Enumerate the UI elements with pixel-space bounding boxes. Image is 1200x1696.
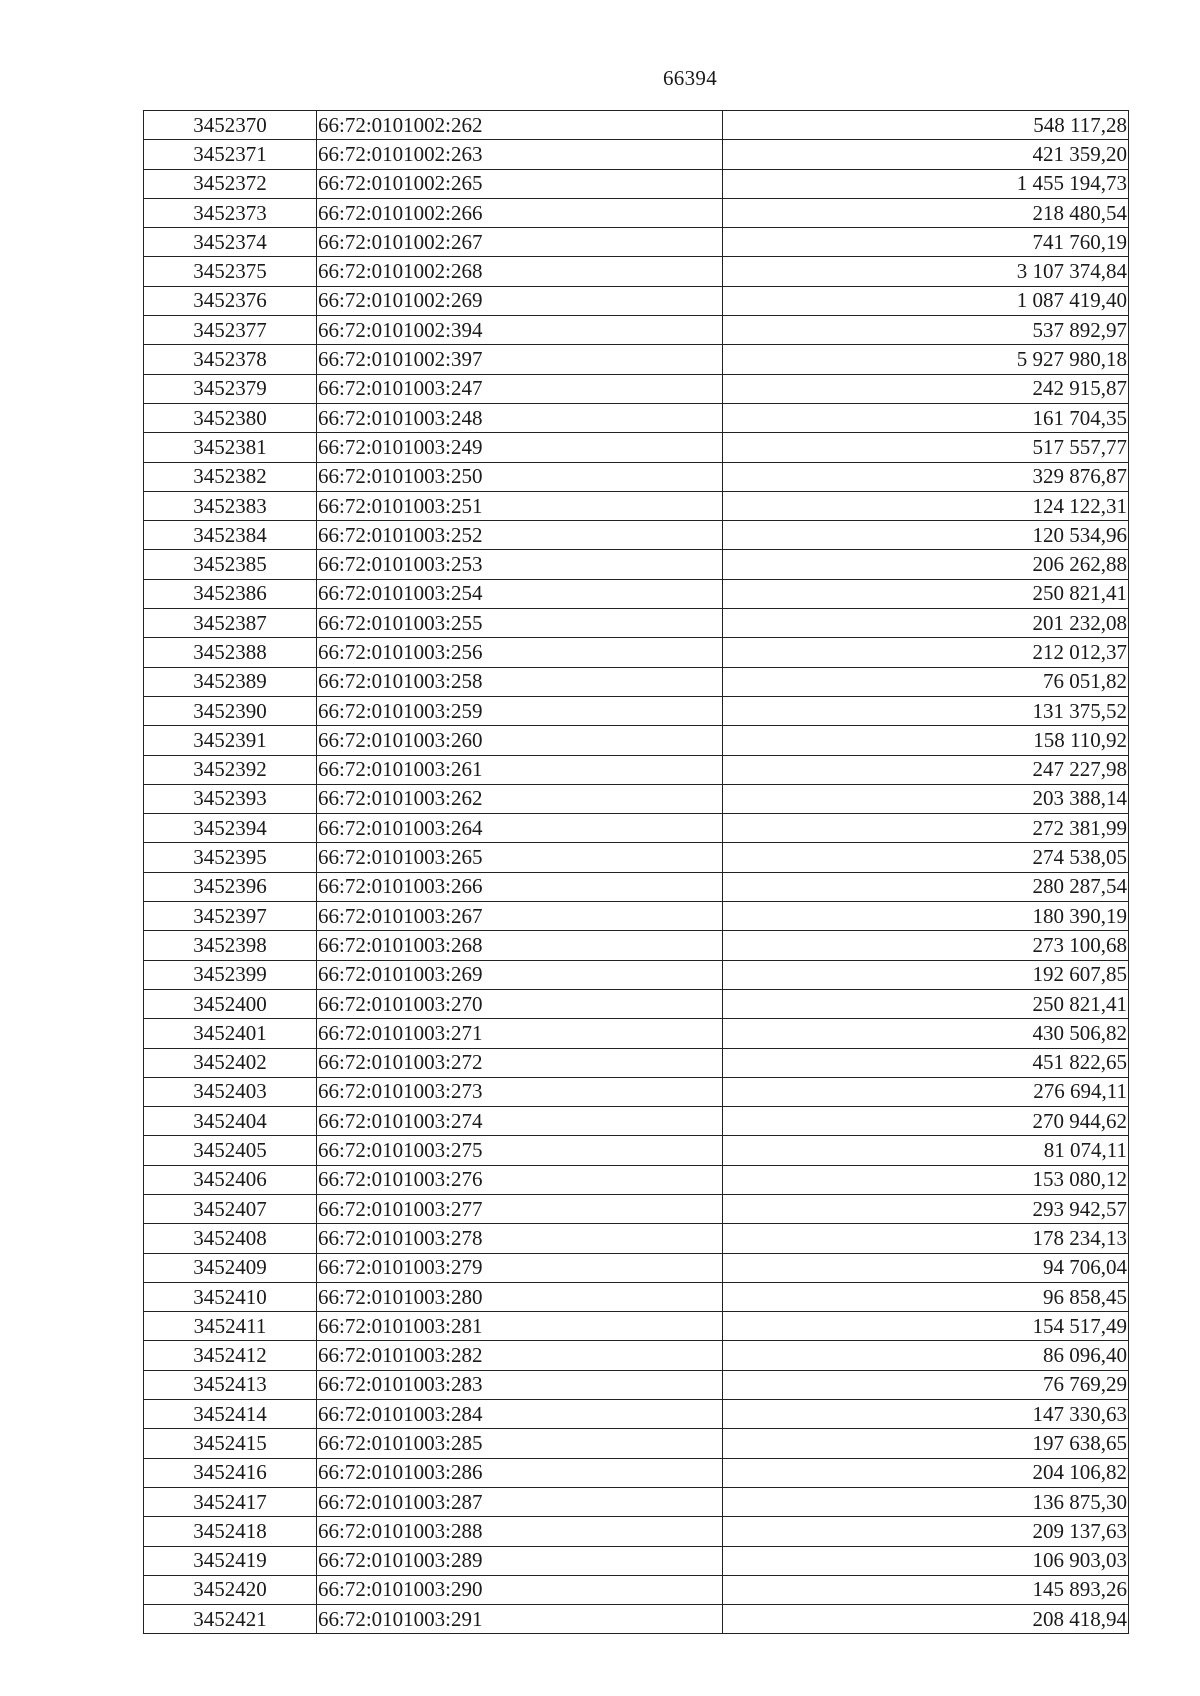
cadastral-number-cell: 66:72:0101003:281 <box>317 1312 723 1341</box>
table-row <box>144 1019 1129 1048</box>
table-row <box>144 286 1129 315</box>
row-number-cell: 3452396 <box>144 872 317 901</box>
row-number-cell: 3452415 <box>144 1429 317 1458</box>
cadastral-value-cell: 86 096,40 <box>723 1341 1129 1370</box>
row-number-cell: 3452376 <box>144 286 317 315</box>
cadastral-value-cell: 741 760,19 <box>723 228 1129 257</box>
table-row <box>144 491 1129 520</box>
row-number-cell: 3452378 <box>144 345 317 374</box>
cadastral-value-cell: 203 388,14 <box>723 784 1129 813</box>
row-number-cell: 3452399 <box>144 960 317 989</box>
table-row <box>144 1077 1129 1106</box>
row-number-cell: 3452390 <box>144 696 317 725</box>
cadastral-number-cell: 66:72:0101003:256 <box>317 638 723 667</box>
row-number-cell: 3452400 <box>144 989 317 1018</box>
row-number-cell: 3452392 <box>144 755 317 784</box>
row-number-cell: 3452397 <box>144 902 317 931</box>
cadastral-number-cell: 66:72:0101003:285 <box>317 1429 723 1458</box>
table-row <box>144 902 1129 931</box>
table-row <box>144 638 1129 667</box>
table-row <box>144 989 1129 1018</box>
table-row <box>144 784 1129 813</box>
table-row <box>144 1517 1129 1546</box>
cadastral-value-cell: 76 051,82 <box>723 667 1129 696</box>
row-number-cell: 3452370 <box>144 111 317 140</box>
cadastral-value-cell: 270 944,62 <box>723 1107 1129 1136</box>
cadastral-number-cell: 66:72:0101003:276 <box>317 1165 723 1194</box>
cadastral-number-cell: 66:72:0101003:259 <box>317 696 723 725</box>
cadastral-value-cell: 1 087 419,40 <box>723 286 1129 315</box>
table-row <box>144 1224 1129 1253</box>
table-row <box>144 1194 1129 1223</box>
cadastral-value-cell: 293 942,57 <box>723 1194 1129 1223</box>
table-row <box>144 1458 1129 1487</box>
table-row <box>144 1605 1129 1634</box>
row-number-cell: 3452383 <box>144 491 317 520</box>
table-row <box>144 1429 1129 1458</box>
table-row <box>144 1107 1129 1136</box>
cadastral-value-cell: 120 534,96 <box>723 521 1129 550</box>
table-row <box>144 960 1129 989</box>
cadastral-value-cell: 1 455 194,73 <box>723 169 1129 198</box>
page-number: 66394 <box>663 66 717 90</box>
cadastral-value-cell: 250 821,41 <box>723 989 1129 1018</box>
cadastral-value-cell: 94 706,04 <box>723 1253 1129 1282</box>
cadastral-number-cell: 66:72:0101003:267 <box>317 902 723 931</box>
cadastral-value-cell: 276 694,11 <box>723 1077 1129 1106</box>
table-row <box>144 257 1129 286</box>
cadastral-value-cell: 329 876,87 <box>723 462 1129 491</box>
cadastral-number-cell: 66:72:0101003:266 <box>317 872 723 901</box>
cadastral-number-cell: 66:72:0101003:288 <box>317 1517 723 1546</box>
table-row <box>144 609 1129 638</box>
cadastral-value-cell: 131 375,52 <box>723 696 1129 725</box>
cadastral-number-cell: 66:72:0101003:253 <box>317 550 723 579</box>
cadastral-number-cell: 66:72:0101002:394 <box>317 316 723 345</box>
cadastral-number-cell: 66:72:0101003:273 <box>317 1077 723 1106</box>
cadastral-value-cell: 272 381,99 <box>723 814 1129 843</box>
cadastral-value-table <box>143 110 1129 1634</box>
cadastral-number-cell: 66:72:0101003:270 <box>317 989 723 1018</box>
row-number-cell: 3452388 <box>144 638 317 667</box>
table-row <box>144 1370 1129 1399</box>
table-body <box>144 111 1129 1634</box>
cadastral-value-cell: 136 875,30 <box>723 1487 1129 1516</box>
cadastral-value-cell: 280 287,54 <box>723 872 1129 901</box>
cadastral-number-cell: 66:72:0101003:249 <box>317 433 723 462</box>
cadastral-number-cell: 66:72:0101003:255 <box>317 609 723 638</box>
row-number-cell: 3452394 <box>144 814 317 843</box>
table-row <box>144 403 1129 432</box>
cadastral-number-cell: 66:72:0101003:264 <box>317 814 723 843</box>
cadastral-number-cell: 66:72:0101003:278 <box>317 1224 723 1253</box>
cadastral-value-cell: 421 359,20 <box>723 140 1129 169</box>
row-number-cell: 3452391 <box>144 726 317 755</box>
row-number-cell: 3452420 <box>144 1575 317 1604</box>
row-number-cell: 3452395 <box>144 843 317 872</box>
cadastral-number-cell: 66:72:0101003:283 <box>317 1370 723 1399</box>
cadastral-number-cell: 66:72:0101003:282 <box>317 1341 723 1370</box>
table-row <box>144 462 1129 491</box>
cadastral-value-cell: 209 137,63 <box>723 1517 1129 1546</box>
table-row <box>144 1400 1129 1429</box>
row-number-cell: 3452382 <box>144 462 317 491</box>
row-number-cell: 3452384 <box>144 521 317 550</box>
cadastral-number-cell: 66:72:0101003:261 <box>317 755 723 784</box>
row-number-cell: 3452410 <box>144 1282 317 1311</box>
table-row <box>144 345 1129 374</box>
cadastral-value-cell: 218 480,54 <box>723 198 1129 227</box>
row-number-cell: 3452393 <box>144 784 317 813</box>
row-number-cell: 3452405 <box>144 1136 317 1165</box>
cadastral-value-cell: 154 517,49 <box>723 1312 1129 1341</box>
row-number-cell: 3452417 <box>144 1487 317 1516</box>
cadastral-value-cell: 208 418,94 <box>723 1605 1129 1634</box>
table-row <box>144 872 1129 901</box>
cadastral-value-cell: 96 858,45 <box>723 1282 1129 1311</box>
cadastral-number-cell: 66:72:0101003:252 <box>317 521 723 550</box>
cadastral-number-cell: 66:72:0101002:397 <box>317 345 723 374</box>
cadastral-value-cell: 192 607,85 <box>723 960 1129 989</box>
cadastral-value-cell: 451 822,65 <box>723 1048 1129 1077</box>
cadastral-number-cell: 66:72:0101002:269 <box>317 286 723 315</box>
table-row <box>144 1575 1129 1604</box>
cadastral-value-cell: 76 769,29 <box>723 1370 1129 1399</box>
row-number-cell: 3452375 <box>144 257 317 286</box>
cadastral-value-cell: 212 012,37 <box>723 638 1129 667</box>
table-row <box>144 374 1129 403</box>
row-number-cell: 3452371 <box>144 140 317 169</box>
cadastral-number-cell: 66:72:0101003:260 <box>317 726 723 755</box>
cadastral-number-cell: 66:72:0101003:277 <box>317 1194 723 1223</box>
table-row <box>144 1165 1129 1194</box>
row-number-cell: 3452406 <box>144 1165 317 1194</box>
cadastral-value-cell: 204 106,82 <box>723 1458 1129 1487</box>
table-row <box>144 111 1129 140</box>
table-row <box>144 696 1129 725</box>
cadastral-number-cell: 66:72:0101003:251 <box>317 491 723 520</box>
table-row <box>144 228 1129 257</box>
table-row <box>144 1282 1129 1311</box>
table-row <box>144 755 1129 784</box>
cadastral-value-cell: 247 227,98 <box>723 755 1129 784</box>
row-number-cell: 3452409 <box>144 1253 317 1282</box>
cadastral-value-cell: 250 821,41 <box>723 579 1129 608</box>
cadastral-value-cell: 517 557,77 <box>723 433 1129 462</box>
cadastral-number-cell: 66:72:0101002:263 <box>317 140 723 169</box>
table-row <box>144 667 1129 696</box>
cadastral-number-cell: 66:72:0101003:250 <box>317 462 723 491</box>
row-number-cell: 3452403 <box>144 1077 317 1106</box>
cadastral-number-cell: 66:72:0101002:266 <box>317 198 723 227</box>
cadastral-number-cell: 66:72:0101003:262 <box>317 784 723 813</box>
cadastral-value-cell: 178 234,13 <box>723 1224 1129 1253</box>
cadastral-number-cell: 66:72:0101003:290 <box>317 1575 723 1604</box>
row-number-cell: 3452413 <box>144 1370 317 1399</box>
cadastral-number-cell: 66:72:0101003:289 <box>317 1546 723 1575</box>
cadastral-number-cell: 66:72:0101003:274 <box>317 1107 723 1136</box>
cadastral-value-cell: 548 117,28 <box>723 111 1129 140</box>
row-number-cell: 3452386 <box>144 579 317 608</box>
cadastral-value-cell: 161 704,35 <box>723 403 1129 432</box>
table-row <box>144 521 1129 550</box>
cadastral-number-cell: 66:72:0101003:279 <box>317 1253 723 1282</box>
row-number-cell: 3452407 <box>144 1194 317 1223</box>
row-number-cell: 3452373 <box>144 198 317 227</box>
cadastral-value-cell: 197 638,65 <box>723 1429 1129 1458</box>
row-number-cell: 3452419 <box>144 1546 317 1575</box>
table-row <box>144 1136 1129 1165</box>
row-number-cell: 3452404 <box>144 1107 317 1136</box>
row-number-cell: 3452389 <box>144 667 317 696</box>
row-number-cell: 3452398 <box>144 931 317 960</box>
cadastral-value-cell: 124 122,31 <box>723 491 1129 520</box>
row-number-cell: 3452380 <box>144 403 317 432</box>
table-row <box>144 550 1129 579</box>
cadastral-number-cell: 66:72:0101003:254 <box>317 579 723 608</box>
row-number-cell: 3452402 <box>144 1048 317 1077</box>
row-number-cell: 3452372 <box>144 169 317 198</box>
table-row <box>144 1048 1129 1077</box>
row-number-cell: 3452401 <box>144 1019 317 1048</box>
cadastral-value-cell: 273 100,68 <box>723 931 1129 960</box>
cadastral-value-cell: 180 390,19 <box>723 902 1129 931</box>
cadastral-number-cell: 66:72:0101003:265 <box>317 843 723 872</box>
cadastral-number-cell: 66:72:0101003:286 <box>317 1458 723 1487</box>
cadastral-number-cell: 66:72:0101002:262 <box>317 111 723 140</box>
table-row <box>144 1487 1129 1516</box>
row-number-cell: 3452418 <box>144 1517 317 1546</box>
cadastral-value-cell: 5 927 980,18 <box>723 345 1129 374</box>
row-number-cell: 3452421 <box>144 1605 317 1634</box>
row-number-cell: 3452387 <box>144 609 317 638</box>
row-number-cell: 3452416 <box>144 1458 317 1487</box>
table-row <box>144 316 1129 345</box>
table-row <box>144 814 1129 843</box>
cadastral-number-cell: 66:72:0101002:268 <box>317 257 723 286</box>
cadastral-value-cell: 430 506,82 <box>723 1019 1129 1048</box>
cadastral-number-cell: 66:72:0101003:291 <box>317 1605 723 1634</box>
cadastral-number-cell: 66:72:0101003:287 <box>317 1487 723 1516</box>
cadastral-number-cell: 66:72:0101003:284 <box>317 1400 723 1429</box>
cadastral-value-cell: 206 262,88 <box>723 550 1129 579</box>
cadastral-value-cell: 153 080,12 <box>723 1165 1129 1194</box>
cadastral-value-cell: 3 107 374,84 <box>723 257 1129 286</box>
cadastral-value-cell: 81 074,11 <box>723 1136 1129 1165</box>
table-row <box>144 1253 1129 1282</box>
row-number-cell: 3452377 <box>144 316 317 345</box>
cadastral-value-cell: 537 892,97 <box>723 316 1129 345</box>
table-row <box>144 1341 1129 1370</box>
table-row <box>144 140 1129 169</box>
table-row <box>144 579 1129 608</box>
cadastral-number-cell: 66:72:0101003:269 <box>317 960 723 989</box>
cadastral-value-cell: 145 893,26 <box>723 1575 1129 1604</box>
cadastral-value-cell: 158 110,92 <box>723 726 1129 755</box>
row-number-cell: 3452374 <box>144 228 317 257</box>
table-row <box>144 433 1129 462</box>
cadastral-value-cell: 274 538,05 <box>723 843 1129 872</box>
cadastral-number-cell: 66:72:0101003:268 <box>317 931 723 960</box>
cadastral-number-cell: 66:72:0101003:248 <box>317 403 723 432</box>
row-number-cell: 3452408 <box>144 1224 317 1253</box>
table-row <box>144 843 1129 872</box>
cadastral-number-cell: 66:72:0101003:272 <box>317 1048 723 1077</box>
cadastral-number-cell: 66:72:0101003:280 <box>317 1282 723 1311</box>
table-row <box>144 169 1129 198</box>
table-row <box>144 726 1129 755</box>
cadastral-number-cell: 66:72:0101002:267 <box>317 228 723 257</box>
table-row <box>144 198 1129 227</box>
row-number-cell: 3452411 <box>144 1312 317 1341</box>
cadastral-number-cell: 66:72:0101003:247 <box>317 374 723 403</box>
cadastral-value-cell: 106 903,03 <box>723 1546 1129 1575</box>
cadastral-number-cell: 66:72:0101003:258 <box>317 667 723 696</box>
row-number-cell: 3452414 <box>144 1400 317 1429</box>
table-row <box>144 931 1129 960</box>
cadastral-number-cell: 66:72:0101002:265 <box>317 169 723 198</box>
table-row <box>144 1312 1129 1341</box>
row-number-cell: 3452381 <box>144 433 317 462</box>
cadastral-value-cell: 147 330,63 <box>723 1400 1129 1429</box>
row-number-cell: 3452379 <box>144 374 317 403</box>
cadastral-number-cell: 66:72:0101003:271 <box>317 1019 723 1048</box>
cadastral-number-cell: 66:72:0101003:275 <box>317 1136 723 1165</box>
cadastral-value-cell: 242 915,87 <box>723 374 1129 403</box>
row-number-cell: 3452412 <box>144 1341 317 1370</box>
cadastral-value-cell: 201 232,08 <box>723 609 1129 638</box>
table-row <box>144 1546 1129 1575</box>
row-number-cell: 3452385 <box>144 550 317 579</box>
